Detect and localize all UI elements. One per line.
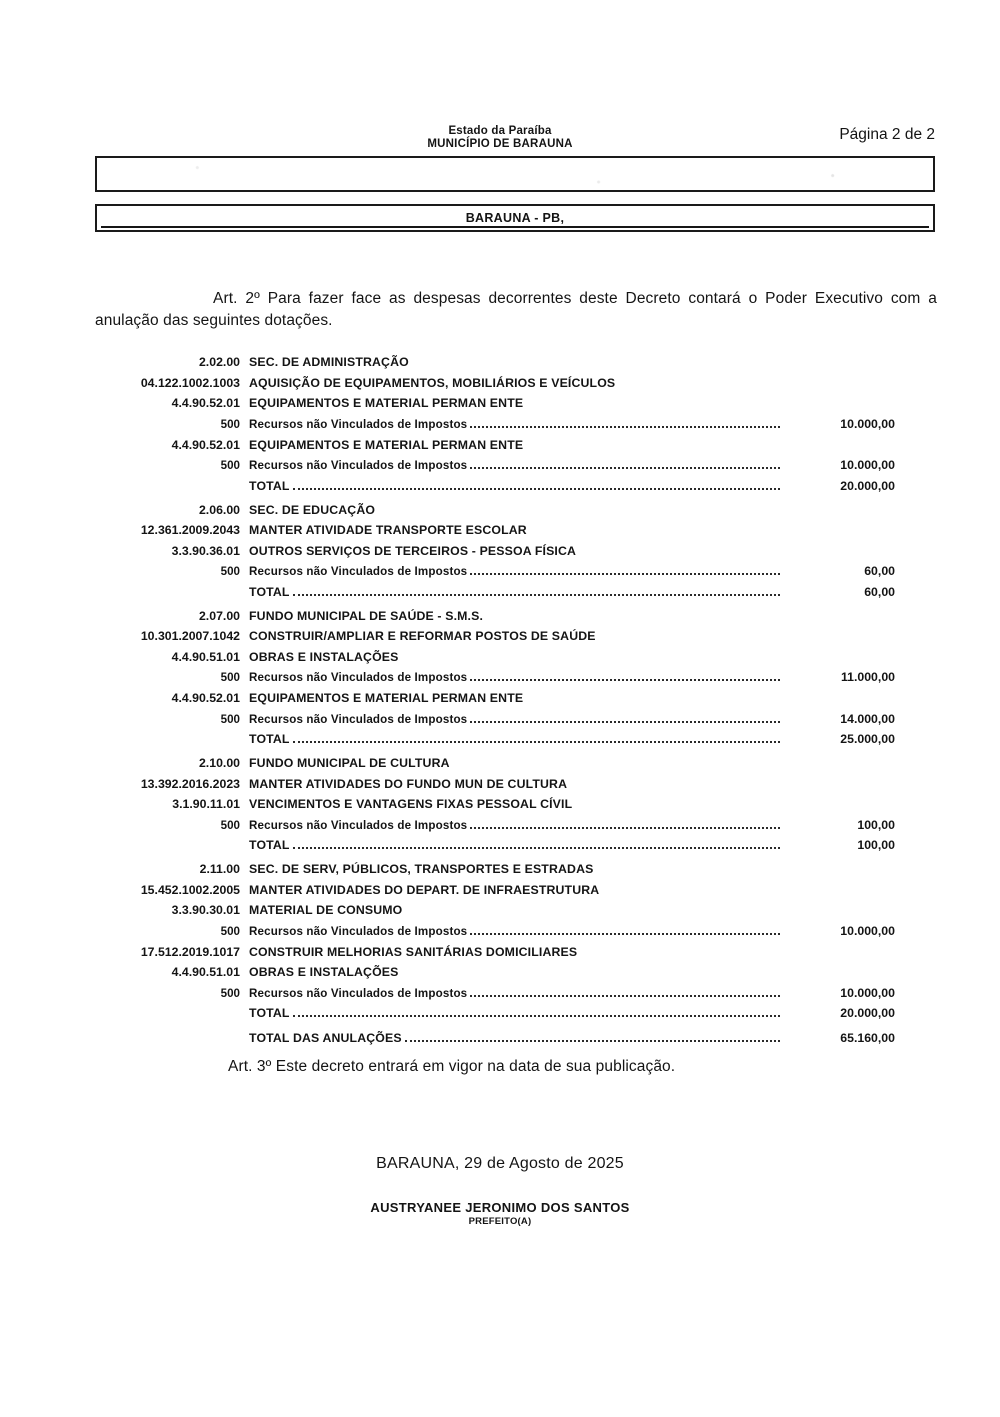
header-municipality-line: MUNICÍPIO DE BARAUNA — [427, 138, 573, 150]
budget-description: FUNDO MUNICIPAL DE CULTURA — [249, 756, 450, 771]
place-and-date-line: BARAUNA, 29 de Agosto de 2025 — [376, 1155, 624, 1172]
dotted-leader — [470, 995, 780, 997]
budget-row-element — [95, 541, 895, 562]
budget-row-element — [95, 688, 895, 709]
budget-code: 500 — [220, 924, 240, 938]
budget-description: FUNDO MUNICIPAL DE SAÚDE - S.M.S. — [249, 608, 484, 623]
budget-description: Recursos não Vinculados de Impostos — [249, 924, 468, 938]
budget-description: MATERIAL DE CONSUMO — [249, 903, 403, 918]
budget-code: 3.3.90.36.01 — [171, 543, 240, 558]
budget-row-total — [95, 476, 895, 497]
dotted-leader — [470, 721, 780, 723]
budget-description: Recursos não Vinculados de Impostos — [249, 417, 468, 431]
budget-row-resource — [95, 921, 895, 942]
budget-code: 13.392.2016.2023 — [140, 776, 240, 791]
budget-description: Recursos não Vinculados de Impostos — [249, 712, 468, 726]
budget-description: Recursos não Vinculados de Impostos — [249, 671, 468, 685]
budget-code: 3.1.90.11.01 — [172, 797, 240, 812]
budget-code: 500 — [220, 986, 240, 1000]
budget-value: 60,00 — [864, 584, 895, 599]
dotted-leader — [470, 467, 780, 469]
budget-description: Recursos não Vinculados de Impostos — [249, 459, 468, 473]
dotted-leader — [470, 573, 780, 575]
budget-description: MANTER ATIVIDADES DO DEPART. DE INFRAESTRUTURA — [249, 882, 600, 897]
budget-row-element — [95, 900, 895, 921]
budget-code: 500 — [220, 565, 240, 579]
budget-code: 2.07.00 — [198, 608, 240, 623]
budget-value: 25.000,00 — [840, 732, 895, 747]
budget-code: 4.4.90.51.01 — [171, 649, 240, 664]
budget-row-total — [95, 835, 895, 856]
budget-row-action — [95, 880, 895, 901]
budget-row-action — [95, 373, 895, 394]
budget-description: OBRAS E INSTALAÇÕES — [249, 649, 399, 664]
budget-code: 2.06.00 — [198, 502, 240, 517]
budget-row-total — [95, 1003, 895, 1024]
budget-row-action — [95, 626, 895, 647]
dotted-leader — [470, 679, 780, 681]
dotted-leader — [293, 1015, 780, 1017]
budget-value: 10.000,00 — [840, 923, 895, 938]
budget-code: 4.4.90.51.01 — [171, 965, 240, 980]
budget-description: VENCIMENTOS E VANTAGENS FIXAS PESSOAL CÍVIL — [249, 797, 573, 812]
dotted-leader — [293, 488, 780, 490]
budget-description: OBRAS E INSTALAÇÕES — [249, 965, 399, 980]
budget-code: 15.452.1002.2005 — [140, 882, 240, 897]
dotted-leader — [293, 594, 780, 596]
budget-code: 2.10.00 — [198, 756, 240, 771]
budget-row-resource — [95, 455, 895, 476]
dotted-leader — [470, 426, 780, 428]
budget-description: Recursos não Vinculados de Impostos — [249, 986, 468, 1000]
budget-value: 14.000,00 — [840, 711, 895, 726]
dotted-leader — [293, 741, 780, 743]
budget-value: 10.000,00 — [840, 985, 895, 1000]
mayor-name: AUSTRYANEE JERONIMO DOS SANTOS — [370, 1200, 630, 1215]
budget-value: 60,00 — [864, 564, 895, 579]
budget-code: 4.4.90.52.01 — [171, 437, 240, 452]
budget-row-element — [95, 794, 895, 815]
budget-row-element — [95, 647, 895, 668]
budget-code: 4.4.90.52.01 — [171, 396, 240, 411]
budget-value: 20.000,00 — [840, 478, 895, 493]
budget-code: 500 — [220, 417, 240, 431]
budget-row-resource — [95, 667, 895, 688]
budget-row-section — [95, 500, 895, 521]
budget-list — [95, 349, 895, 1049]
empty-stamp-box — [95, 156, 935, 192]
budget-description: EQUIPAMENTOS E MATERIAL PERMAN ENTE — [249, 691, 524, 706]
budget-description: TOTAL DAS ANULAÇÕES — [249, 1031, 402, 1046]
budget-row-section — [95, 352, 895, 373]
budget-value: 11.000,00 — [840, 670, 895, 685]
header-state-line: Estado da Paraíba — [448, 125, 552, 137]
budget-description: MANTER ATIVIDADE TRANSPORTE ESCOLAR — [249, 523, 527, 538]
budget-description: OUTROS SERVIÇOS DE TERCEIROS - PESSOA FÍSICA — [249, 543, 577, 558]
dotted-leader — [470, 933, 780, 935]
budget-code: 500 — [220, 818, 240, 832]
mayor-title: PREFEITO(A) — [468, 1216, 532, 1227]
dotted-leader — [470, 827, 780, 829]
budget-row-resource — [95, 709, 895, 730]
budget-row-action — [95, 774, 895, 795]
budget-code: 2.02.00 — [198, 355, 240, 370]
budget-description: SEC. DE EDUCAÇÃO — [249, 502, 376, 517]
budget-description: SEC. DE ADMINISTRAÇÃO — [249, 355, 409, 370]
article-3-paragraph: Art. 3º Este decreto entrará em vigor na data de sua publicação. — [228, 1058, 676, 1075]
budget-description: TOTAL — [249, 584, 290, 599]
dotted-leader — [405, 1040, 780, 1042]
budget-row-resource — [95, 815, 895, 836]
city-signature-box — [95, 204, 935, 232]
budget-code: 4.4.90.52.01 — [171, 691, 240, 706]
budget-code: 500 — [220, 712, 240, 726]
budget-value: 100,00 — [857, 838, 895, 853]
budget-row-grand_total — [95, 1028, 895, 1049]
budget-row-total — [95, 582, 895, 603]
budget-description: Recursos não Vinculados de Impostos — [249, 565, 468, 579]
budget-row-element — [95, 393, 895, 414]
budget-description: TOTAL — [249, 838, 290, 853]
dotted-leader — [293, 847, 780, 849]
budget-description: EQUIPAMENTOS E MATERIAL PERMAN ENTE — [249, 437, 524, 452]
budget-value: 65.160,00 — [840, 1031, 895, 1046]
budget-description: CONSTRUIR/AMPLIAR E REFORMAR POSTOS DE SAÚDE — [249, 629, 596, 644]
budget-row-resource — [95, 983, 895, 1004]
budget-description: CONSTRUIR MELHORIAS SANITÁRIAS DOMICILIARES — [249, 944, 578, 959]
article-2-paragraph: Art. 2º Para fazer face as despesas decorrentes deste Decreto contará o Poder Executivo com a anulação das seguintes dotações. — [95, 290, 937, 329]
budget-row-action — [95, 942, 895, 963]
city-line-label: BARAUNA - PB, — [101, 211, 929, 228]
page-number-indicator: Página 2 de 2 — [839, 126, 935, 143]
budget-description: TOTAL — [249, 478, 290, 493]
budget-row-element — [95, 962, 895, 983]
budget-row-resource — [95, 561, 895, 582]
budget-value: 100,00 — [857, 817, 895, 832]
budget-description: TOTAL — [249, 1006, 290, 1021]
budget-code: 500 — [220, 459, 240, 473]
budget-row-resource — [95, 414, 895, 435]
budget-description: MANTER ATIVIDADES DO FUNDO MUN DE CULTURA — [249, 776, 568, 791]
budget-code: 3.3.90.30.01 — [171, 903, 240, 918]
budget-value: 20.000,00 — [840, 1006, 895, 1021]
budget-code: 10.301.2007.1042 — [140, 629, 240, 644]
budget-row-total — [95, 729, 895, 750]
budget-description: AQUISIÇÃO DE EQUIPAMENTOS, MOBILIÁRIOS E VEÍCULOS — [249, 375, 616, 390]
budget-description: SEC. DE SERV, PÚBLICOS, TRANSPORTES E ESTRADAS — [249, 862, 594, 877]
budget-row-section — [95, 606, 895, 627]
budget-description: TOTAL — [249, 732, 290, 747]
budget-value: 10.000,00 — [840, 416, 895, 431]
budget-row-element — [95, 435, 895, 456]
budget-code: 2.11.00 — [199, 862, 240, 877]
budget-code: 500 — [220, 671, 240, 685]
budget-row-action — [95, 520, 895, 541]
budget-code: 12.361.2009.2043 — [140, 523, 240, 538]
budget-description: Recursos não Vinculados de Impostos — [249, 818, 468, 832]
budget-code: 04.122.1002.1003 — [140, 375, 240, 390]
budget-value: 10.000,00 — [840, 458, 895, 473]
budget-description: EQUIPAMENTOS E MATERIAL PERMAN ENTE — [249, 396, 524, 411]
budget-row-section — [95, 859, 895, 880]
budget-row-section — [95, 753, 895, 774]
budget-code: 17.512.2019.1017 — [140, 944, 240, 959]
